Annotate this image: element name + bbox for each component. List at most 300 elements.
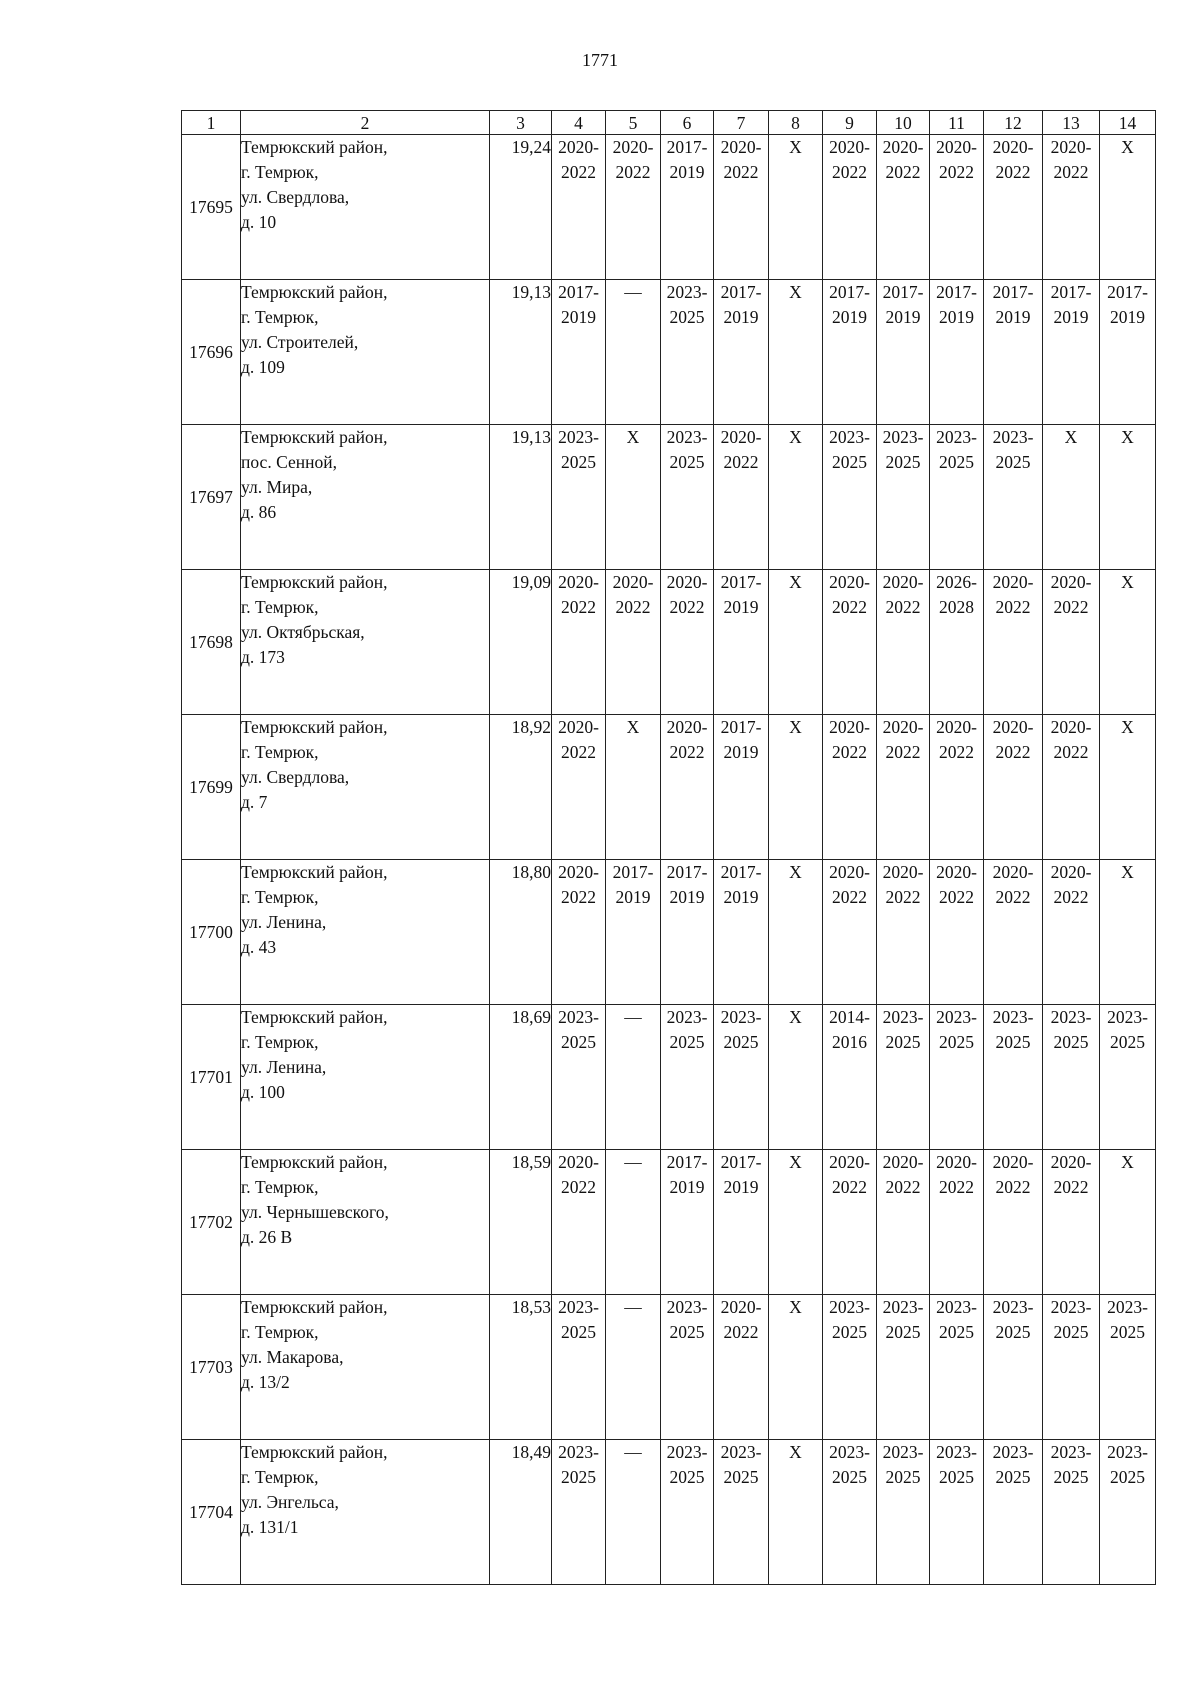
address-line: г. Темрюк, <box>241 1177 319 1197</box>
area-cell: 18,59 <box>490 1150 552 1295</box>
period-value: 2017- 2019 <box>992 282 1034 327</box>
period-cell <box>769 280 823 425</box>
header-cell: 12 <box>984 111 1043 135</box>
period-value: 2023- 2025 <box>1107 1007 1148 1052</box>
period-cell <box>1043 1005 1100 1150</box>
period-cell <box>714 280 769 425</box>
period-value: 2020- 2022 <box>882 137 924 182</box>
period-value: 2023- 2025 <box>829 1442 870 1487</box>
period-cell <box>1100 1005 1156 1150</box>
period-value: 2020- 2022 <box>829 717 870 762</box>
period-value: 2023- 2025 <box>829 427 870 472</box>
period-cell <box>984 715 1043 860</box>
period-cell <box>714 1295 769 1440</box>
period-value: Х <box>789 1007 802 1027</box>
period-cell <box>714 570 769 715</box>
area-cell: 18,80 <box>490 860 552 1005</box>
row-number: 17696 <box>182 280 241 425</box>
address-line: Темрюкский район, <box>241 1152 388 1172</box>
period-cell <box>823 280 877 425</box>
period-value: 2020- 2022 <box>666 572 708 617</box>
period-cell <box>661 570 714 715</box>
period-cell <box>1100 570 1156 715</box>
period-value: 2020- 2022 <box>936 1152 977 1197</box>
period-value: 2020- 2022 <box>558 137 599 182</box>
address-line: д. 26 В <box>241 1227 293 1247</box>
row-number: 17701 <box>182 1005 241 1150</box>
period-cell <box>1100 1150 1156 1295</box>
period-cell <box>552 280 606 425</box>
period-value: 2023- 2025 <box>882 1007 924 1052</box>
address-cell <box>241 1295 490 1440</box>
period-cell <box>1100 1440 1156 1585</box>
address-cell <box>241 1440 490 1585</box>
period-value: 2020- 2022 <box>1050 1152 1092 1197</box>
period-value: 2020- 2022 <box>882 717 924 762</box>
period-cell <box>606 1150 661 1295</box>
period-cell <box>661 425 714 570</box>
period-value: Х <box>789 427 802 447</box>
period-cell <box>552 1440 606 1585</box>
period-cell <box>552 1295 606 1440</box>
area-cell: 18,53 <box>490 1295 552 1440</box>
period-cell <box>930 425 984 570</box>
period-cell <box>714 715 769 860</box>
period-cell <box>930 570 984 715</box>
period-cell <box>930 860 984 1005</box>
period-cell <box>552 1150 606 1295</box>
period-value: 2017- 2019 <box>1050 282 1092 327</box>
table-row <box>182 715 1156 860</box>
address-cell <box>241 280 490 425</box>
header-cell: 4 <box>552 111 606 135</box>
period-cell <box>877 425 930 570</box>
period-value: 2023- 2025 <box>936 1297 977 1342</box>
period-cell <box>552 425 606 570</box>
period-value: Х <box>1121 137 1134 157</box>
period-value: 2020- 2022 <box>882 1152 924 1197</box>
period-value: 2020- 2022 <box>936 137 977 182</box>
address-line: пос. Сенной, <box>241 452 337 472</box>
address-line: г. Темрюк, <box>241 1322 319 1342</box>
period-value: 2020- 2022 <box>882 572 924 617</box>
period-value: 2017- 2019 <box>666 137 708 182</box>
period-cell <box>661 1005 714 1150</box>
period-value: 2020- 2022 <box>1050 572 1092 617</box>
area-cell: 19,13 <box>490 425 552 570</box>
period-value: 2017- 2019 <box>666 862 708 907</box>
address-line: ул. Чернышевского, <box>241 1202 389 1222</box>
period-value: 2020- 2022 <box>558 1152 599 1197</box>
period-cell <box>823 1295 877 1440</box>
period-value: 2023- 2025 <box>558 1442 599 1487</box>
period-cell <box>1043 280 1100 425</box>
row-number: 17703 <box>182 1295 241 1440</box>
period-cell <box>606 1005 661 1150</box>
area-cell: 19,24 <box>490 135 552 280</box>
period-cell <box>1043 715 1100 860</box>
period-value: 2020- 2022 <box>936 862 977 907</box>
period-cell <box>877 570 930 715</box>
period-value: 2020- 2022 <box>720 427 762 472</box>
address-line: д. 131/1 <box>241 1517 299 1537</box>
address-line: г. Темрюк, <box>241 1032 319 1052</box>
period-value: Х <box>626 717 640 737</box>
address-line: Темрюкский район, <box>241 1442 388 1462</box>
period-cell <box>877 1440 930 1585</box>
period-cell <box>984 280 1043 425</box>
period-value: 2023- 2025 <box>1050 1297 1092 1342</box>
header-cell: 7 <box>714 111 769 135</box>
period-value: Х <box>789 1442 802 1462</box>
period-value: 2017- 2019 <box>720 862 762 907</box>
period-value: 2023- 2025 <box>936 427 977 472</box>
period-cell <box>984 425 1043 570</box>
address-line: г. Темрюк, <box>241 887 319 907</box>
address-line: ул. Энгельса, <box>241 1492 339 1512</box>
period-cell <box>1043 1295 1100 1440</box>
period-cell <box>552 1005 606 1150</box>
period-cell <box>714 425 769 570</box>
address-line: г. Темрюк, <box>241 742 319 762</box>
period-cell <box>1043 1440 1100 1585</box>
header-cell: 8 <box>769 111 823 135</box>
period-cell <box>1043 1150 1100 1295</box>
period-value: 2020- 2022 <box>558 862 599 907</box>
table-row <box>182 135 1156 280</box>
period-value: Х <box>1121 572 1134 592</box>
period-cell <box>714 1150 769 1295</box>
period-value: 2023- 2025 <box>992 1442 1034 1487</box>
period-value: Х <box>789 1297 802 1317</box>
period-cell <box>769 1295 823 1440</box>
period-value: 2023- 2025 <box>666 1297 708 1342</box>
header-cell: 14 <box>1100 111 1156 135</box>
period-cell <box>1100 425 1156 570</box>
period-cell <box>769 1440 823 1585</box>
period-cell <box>714 1005 769 1150</box>
period-value: Х <box>1121 717 1134 737</box>
period-value: Х <box>626 427 640 447</box>
address-cell <box>241 860 490 1005</box>
period-value: 2017- 2019 <box>612 862 654 907</box>
period-value: 2020- 2022 <box>992 137 1034 182</box>
period-cell <box>606 715 661 860</box>
address-line: Темрюкский район, <box>241 137 388 157</box>
address-line: ул. Свердлова, <box>241 187 350 207</box>
period-cell <box>769 860 823 1005</box>
address-line: Темрюкский район, <box>241 282 388 302</box>
period-value: 2020- 2022 <box>992 862 1034 907</box>
row-number: 17702 <box>182 1150 241 1295</box>
period-value: 2020- 2022 <box>829 572 870 617</box>
period-cell <box>930 1150 984 1295</box>
period-value: 2023- 2025 <box>992 427 1034 472</box>
period-cell <box>984 1295 1043 1440</box>
period-value: Х <box>1064 427 1078 447</box>
period-cell <box>984 860 1043 1005</box>
period-value: Х <box>789 572 802 592</box>
area-cell: 18,49 <box>490 1440 552 1585</box>
period-value: Х <box>1121 1152 1134 1172</box>
period-cell <box>769 715 823 860</box>
period-cell <box>823 1440 877 1585</box>
period-cell <box>877 860 930 1005</box>
period-value: 2017- 2019 <box>1107 282 1148 327</box>
period-cell <box>661 280 714 425</box>
period-value: 2023- 2025 <box>1050 1007 1092 1052</box>
address-line: д. 13/2 <box>241 1372 290 1392</box>
period-cell <box>606 860 661 1005</box>
period-value: 2020- 2022 <box>992 717 1034 762</box>
period-cell <box>823 425 877 570</box>
address-cell <box>241 1150 490 1295</box>
period-cell <box>606 1440 661 1585</box>
period-value: 2020- 2022 <box>829 862 870 907</box>
period-cell <box>930 715 984 860</box>
period-value: 2023- 2025 <box>666 282 708 327</box>
address-line: г. Темрюк, <box>241 1467 319 1487</box>
period-cell <box>606 280 661 425</box>
header-cell: 5 <box>606 111 661 135</box>
header-cell: 10 <box>877 111 930 135</box>
period-value: 2020- 2022 <box>1050 137 1092 182</box>
period-cell <box>606 135 661 280</box>
period-cell <box>552 860 606 1005</box>
period-value: 2014- 2016 <box>829 1007 870 1052</box>
address-line: ул. Ленина, <box>241 1057 327 1077</box>
period-value: 2017- 2019 <box>558 282 599 327</box>
period-value: Х <box>1121 862 1134 882</box>
period-value: 2023- 2025 <box>558 1007 599 1052</box>
period-value: 2023- 2025 <box>936 1007 977 1052</box>
period-value: 2017- 2019 <box>720 572 762 617</box>
period-cell <box>984 570 1043 715</box>
table-row <box>182 1005 1156 1150</box>
period-cell <box>1100 135 1156 280</box>
period-value: 2023- 2025 <box>1050 1442 1092 1487</box>
period-value: 2020- 2022 <box>936 717 977 762</box>
period-value: 2020- 2022 <box>558 717 599 762</box>
table-row <box>182 860 1156 1005</box>
address-line: д. 43 <box>241 937 277 957</box>
period-value: 2020- 2022 <box>1050 717 1092 762</box>
address-line: Темрюкский район, <box>241 427 388 447</box>
period-value: 2020- 2022 <box>829 137 870 182</box>
header-cell: 9 <box>823 111 877 135</box>
address-line: Темрюкский район, <box>241 572 388 592</box>
address-line: Темрюкский район, <box>241 862 388 882</box>
period-cell <box>930 1005 984 1150</box>
period-value: Х <box>789 717 802 737</box>
period-value: — <box>624 1297 642 1317</box>
period-value: 2020- 2022 <box>992 572 1034 617</box>
period-cell <box>1100 715 1156 860</box>
address-line: д. 109 <box>241 357 285 377</box>
period-cell <box>984 1440 1043 1585</box>
address-cell <box>241 715 490 860</box>
period-cell <box>1043 570 1100 715</box>
period-value: Х <box>789 862 802 882</box>
period-value: 2023- 2025 <box>992 1297 1034 1342</box>
period-cell <box>1043 425 1100 570</box>
period-value: 2017- 2019 <box>882 282 924 327</box>
period-cell <box>877 280 930 425</box>
period-cell <box>930 135 984 280</box>
period-value: 2023- 2025 <box>720 1007 762 1052</box>
period-value: 2020- 2022 <box>992 1152 1034 1197</box>
period-value: 2017- 2019 <box>829 282 870 327</box>
period-cell <box>877 1295 930 1440</box>
period-value: 2023- 2025 <box>1107 1442 1148 1487</box>
period-value: 2017- 2019 <box>666 1152 708 1197</box>
address-line: д. 86 <box>241 502 277 522</box>
period-value: 2017- 2019 <box>720 1152 762 1197</box>
period-cell <box>930 280 984 425</box>
address-line: д. 100 <box>241 1082 285 1102</box>
address-line: Темрюкский район, <box>241 1007 388 1027</box>
period-cell <box>661 1295 714 1440</box>
table-body <box>182 135 1156 1585</box>
table-row <box>182 280 1156 425</box>
period-cell <box>714 860 769 1005</box>
period-cell <box>769 1005 823 1150</box>
address-cell <box>241 570 490 715</box>
period-value: — <box>624 1152 642 1172</box>
header-cell: 3 <box>490 111 552 135</box>
address-cell <box>241 1005 490 1150</box>
period-value: 2023- 2025 <box>936 1442 977 1487</box>
address-line: г. Темрюк, <box>241 307 319 327</box>
period-cell <box>606 425 661 570</box>
table-row <box>182 1295 1156 1440</box>
header-cell: 6 <box>661 111 714 135</box>
row-number: 17695 <box>182 135 241 280</box>
address-line: ул. Ленина, <box>241 912 327 932</box>
period-cell <box>1043 135 1100 280</box>
row-number: 17700 <box>182 860 241 1005</box>
period-cell <box>1100 860 1156 1005</box>
period-cell <box>877 1150 930 1295</box>
registry-table <box>181 110 1156 1585</box>
period-cell <box>552 135 606 280</box>
period-value: — <box>624 1007 642 1027</box>
period-value: 2020- 2022 <box>612 572 654 617</box>
period-cell <box>714 1440 769 1585</box>
row-number: 17704 <box>182 1440 241 1585</box>
row-number: 17699 <box>182 715 241 860</box>
period-value: — <box>624 282 642 302</box>
period-value: 2020- 2022 <box>720 1297 762 1342</box>
period-cell <box>930 1440 984 1585</box>
period-cell <box>823 570 877 715</box>
header-cell: 11 <box>930 111 984 135</box>
address-line: г. Темрюк, <box>241 597 319 617</box>
period-value: Х <box>789 282 802 302</box>
period-cell <box>661 860 714 1005</box>
period-cell <box>606 1295 661 1440</box>
period-value: Х <box>789 137 802 157</box>
period-value: 2017- 2019 <box>720 282 762 327</box>
address-line: ул. Октябрьская, <box>241 622 365 642</box>
table-row <box>182 1150 1156 1295</box>
period-value: — <box>624 1442 642 1462</box>
period-cell <box>661 135 714 280</box>
address-line: д. 10 <box>241 212 277 232</box>
period-cell <box>661 715 714 860</box>
address-line: ул. Строителей, <box>241 332 359 352</box>
period-cell <box>1043 860 1100 1005</box>
header-cell: 2 <box>241 111 490 135</box>
period-cell <box>661 1440 714 1585</box>
period-cell <box>877 135 930 280</box>
header-row <box>182 111 1156 135</box>
period-value: Х <box>789 1152 802 1172</box>
period-cell <box>823 135 877 280</box>
period-value: 2017- 2019 <box>936 282 977 327</box>
period-cell <box>930 1295 984 1440</box>
period-cell <box>606 570 661 715</box>
period-cell <box>769 425 823 570</box>
address-line: Темрюкский район, <box>241 717 388 737</box>
period-value: 2020- 2022 <box>829 1152 870 1197</box>
address-line: д. 173 <box>241 647 285 667</box>
table-row <box>182 425 1156 570</box>
period-cell <box>1100 1295 1156 1440</box>
row-number: 17698 <box>182 570 241 715</box>
period-cell <box>823 860 877 1005</box>
period-value: 2020- 2022 <box>720 137 762 182</box>
period-value: 2023- 2025 <box>829 1297 870 1342</box>
period-cell <box>984 135 1043 280</box>
period-value: 2020- 2022 <box>558 572 599 617</box>
address-line: д. 7 <box>241 792 268 812</box>
table-row <box>182 1440 1156 1585</box>
period-cell <box>714 135 769 280</box>
period-value: 2023- 2025 <box>992 1007 1034 1052</box>
period-cell <box>1100 280 1156 425</box>
period-value: 2023- 2025 <box>882 1297 924 1342</box>
row-number: 17697 <box>182 425 241 570</box>
address-line: г. Темрюк, <box>241 162 319 182</box>
period-value: 2023- 2025 <box>720 1442 762 1487</box>
address-cell <box>241 135 490 280</box>
period-value: 2020- 2022 <box>666 717 708 762</box>
area-cell: 19,13 <box>490 280 552 425</box>
address-line: ул. Свердлова, <box>241 767 350 787</box>
period-value: 2023- 2025 <box>558 427 599 472</box>
period-cell <box>823 715 877 860</box>
period-cell <box>552 570 606 715</box>
period-cell <box>877 1005 930 1150</box>
address-cell <box>241 425 490 570</box>
period-value: 2023- 2025 <box>666 1007 708 1052</box>
period-cell <box>984 1005 1043 1150</box>
period-cell <box>661 1150 714 1295</box>
header-cell: 1 <box>182 111 241 135</box>
period-cell <box>984 1150 1043 1295</box>
period-value: 2023- 2025 <box>1107 1297 1148 1342</box>
period-cell <box>823 1005 877 1150</box>
period-value: Х <box>1121 427 1134 447</box>
address-line: ул. Мира, <box>241 477 313 497</box>
area-cell: 18,92 <box>490 715 552 860</box>
period-value: 2023- 2025 <box>882 1442 924 1487</box>
period-cell <box>877 715 930 860</box>
area-cell: 19,09 <box>490 570 552 715</box>
period-cell <box>823 1150 877 1295</box>
period-cell <box>769 1150 823 1295</box>
